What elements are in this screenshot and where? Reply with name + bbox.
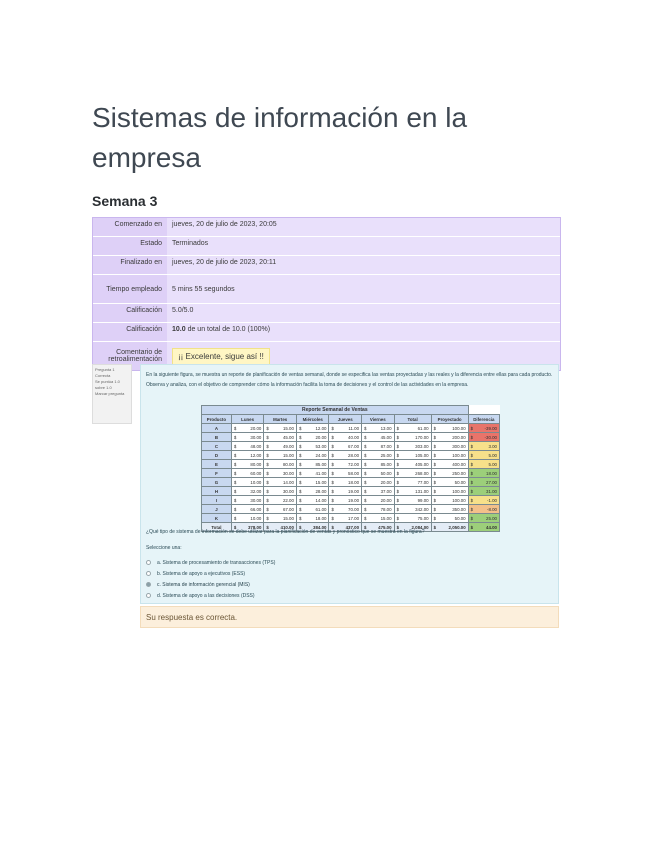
- currency-cell: $: [431, 460, 442, 469]
- product-cell: F: [202, 469, 232, 478]
- currency-cell: $: [394, 496, 405, 505]
- sales-row: [202, 424, 500, 433]
- currency-cell: $: [264, 505, 275, 514]
- value-cell: 475.00: [372, 523, 394, 532]
- value-cell: 78.00: [372, 505, 394, 514]
- answer-option-label: b. Sistema de apoyo a ejecutivos (ESS): [157, 570, 246, 577]
- product-cell: B: [202, 433, 232, 442]
- sales-row: [202, 514, 500, 523]
- currency-cell: $: [231, 424, 242, 433]
- value-cell: 19.00: [339, 496, 361, 505]
- difference-cell: 5.00: [479, 460, 500, 469]
- currency-cell: $: [264, 478, 275, 487]
- value-cell: 13.00: [372, 424, 394, 433]
- difference-cell: 25.00: [479, 514, 500, 523]
- value-cell: 45.00: [274, 433, 296, 442]
- currency-cell: $: [394, 469, 405, 478]
- question-prompt: ¿Qué tipo de sistema de información se debe utilizar para la planificación de ventas y pronóstico que se muestra en la figura?: [146, 529, 425, 535]
- summary-row-time: [93, 275, 560, 304]
- currency-cell: $: [231, 469, 242, 478]
- currency-cell: $: [296, 460, 307, 469]
- value-cell: 28.00: [339, 451, 361, 460]
- summary-label: Finalizado en: [93, 256, 167, 274]
- feedback-badge: ¡¡ Excelente, sigue así !!: [172, 348, 270, 365]
- value-cell: 61.00: [405, 424, 432, 433]
- value-cell: 85.00: [372, 460, 394, 469]
- value-cell: 100.00: [442, 487, 469, 496]
- value-cell: 268.00: [405, 469, 432, 478]
- answer-feedback: Su respuesta es correcta.: [140, 606, 559, 628]
- currency-cell: $: [231, 451, 242, 460]
- value-cell: 50.00: [442, 478, 469, 487]
- currency-cell: $: [394, 505, 405, 514]
- value-cell: 170.00: [405, 433, 432, 442]
- product-cell: G: [202, 478, 232, 487]
- currency-cell: $: [431, 496, 442, 505]
- value-cell: 15.00: [307, 478, 329, 487]
- value-cell: 99.00: [405, 496, 432, 505]
- currency-cell: $: [296, 523, 307, 532]
- currency-cell: $: [468, 433, 479, 442]
- difference-cell: 44.00: [479, 523, 500, 532]
- answer-option[interactable]: [146, 590, 275, 601]
- value-cell: 67.00: [339, 442, 361, 451]
- currency-cell: $: [362, 514, 373, 523]
- sales-row: [202, 478, 500, 487]
- value-cell: 100.00: [442, 451, 469, 460]
- currency-cell: $: [468, 505, 479, 514]
- currency-cell: $: [431, 424, 442, 433]
- difference-cell: 5.00: [479, 451, 500, 460]
- value-cell: 30.00: [274, 487, 296, 496]
- currency-cell: $: [296, 469, 307, 478]
- difference-cell: -39.00: [479, 424, 500, 433]
- sales-row: [202, 451, 500, 460]
- currency-cell: $: [394, 433, 405, 442]
- answer-option-label: a. Sistema de procesamiento de transacciones (TPS): [157, 559, 276, 566]
- value-cell: 37.00: [372, 487, 394, 496]
- value-cell: 14.00: [307, 496, 329, 505]
- value-cell: 60.00: [242, 469, 264, 478]
- currency-cell: $: [296, 451, 307, 460]
- value-cell: 80.00: [274, 460, 296, 469]
- currency-cell: $: [394, 514, 405, 523]
- currency-cell: $: [431, 442, 442, 451]
- currency-cell: $: [329, 442, 340, 451]
- sales-header-cell: Martes: [264, 415, 297, 424]
- currency-cell: $: [431, 478, 442, 487]
- quiz-summary-table: [92, 217, 561, 371]
- value-cell: 18.00: [339, 478, 361, 487]
- value-cell: 100.00: [442, 496, 469, 505]
- value-cell: 14.00: [274, 478, 296, 487]
- value-cell: 49.00: [274, 442, 296, 451]
- value-cell: 12.00: [242, 451, 264, 460]
- value-cell: 350.00: [442, 505, 469, 514]
- flag-question-link[interactable]: Marcar pregunta: [95, 391, 125, 396]
- summary-label: Comenzado en: [93, 218, 167, 236]
- value-cell: 300.00: [442, 442, 469, 451]
- currency-cell: $: [296, 487, 307, 496]
- currency-cell: $: [468, 424, 479, 433]
- currency-cell: $: [231, 514, 242, 523]
- sales-header-cell: Diferencia: [468, 415, 499, 424]
- value-cell: 20.00: [307, 433, 329, 442]
- currency-cell: $: [362, 505, 373, 514]
- currency-cell: $: [264, 523, 275, 532]
- value-cell: 80.00: [242, 460, 264, 469]
- summary-label: Comentario de retroalimentación: [93, 342, 167, 370]
- product-cell: C: [202, 442, 232, 451]
- currency-cell: $: [394, 442, 405, 451]
- summary-label: Estado: [93, 237, 167, 255]
- currency-cell: $: [468, 469, 479, 478]
- product-cell: E: [202, 460, 232, 469]
- value-cell: 11.00: [339, 424, 361, 433]
- currency-cell: $: [468, 451, 479, 460]
- grade-value: 10.0: [172, 326, 186, 333]
- product-cell: H: [202, 487, 232, 496]
- radio-button[interactable]: [146, 560, 151, 565]
- sales-header-cell: Miércoles: [296, 415, 329, 424]
- product-cell: A: [202, 424, 232, 433]
- currency-cell: $: [431, 505, 442, 514]
- summary-value: jueves, 20 de julio de 2023, 20:05: [167, 218, 560, 236]
- value-cell: 105.00: [405, 451, 432, 460]
- currency-cell: $: [329, 424, 340, 433]
- currency-cell: $: [362, 478, 373, 487]
- currency-cell: $: [431, 433, 442, 442]
- currency-cell: $: [362, 460, 373, 469]
- value-cell: 2,050.00: [442, 523, 469, 532]
- value-cell: 2,084.00: [405, 523, 432, 532]
- currency-cell: $: [362, 424, 373, 433]
- value-cell: 40.00: [339, 433, 361, 442]
- radio-button[interactable]: [146, 571, 151, 576]
- product-cell: I: [202, 496, 232, 505]
- product-cell: D: [202, 451, 232, 460]
- sales-row: [202, 496, 500, 505]
- summary-row-grade: [93, 323, 560, 342]
- currency-cell: $: [468, 514, 479, 523]
- sales-row: [202, 505, 500, 514]
- answer-options: [146, 557, 275, 601]
- currency-cell: $: [329, 487, 340, 496]
- value-cell: 17.00: [339, 514, 361, 523]
- currency-cell: $: [362, 523, 373, 532]
- question-grade: Se puntúa 1.0 sobre 1.0: [95, 379, 120, 390]
- sales-table-title: Reporte Semanal de Ventas: [202, 406, 469, 415]
- summary-value: [167, 323, 560, 341]
- difference-cell: -30.00: [479, 433, 500, 442]
- currency-cell: $: [264, 469, 275, 478]
- value-cell: 15.00: [274, 451, 296, 460]
- grade-total: de un total de 10.0 (100%): [187, 326, 271, 333]
- currency-cell: $: [431, 451, 442, 460]
- summary-label: Tiempo empleado: [93, 275, 167, 303]
- currency-cell: $: [329, 496, 340, 505]
- currency-cell: $: [394, 460, 405, 469]
- difference-cell: 31.00: [479, 487, 500, 496]
- currency-cell: $: [329, 478, 340, 487]
- currency-cell: $: [296, 442, 307, 451]
- sales-header-cell: Viernes: [362, 415, 395, 424]
- value-cell: 75.00: [405, 514, 432, 523]
- value-cell: 50.00: [372, 469, 394, 478]
- currency-cell: $: [362, 496, 373, 505]
- currency-cell: $: [231, 523, 242, 532]
- currency-cell: $: [468, 496, 479, 505]
- value-cell: 405.00: [405, 460, 432, 469]
- currency-cell: $: [394, 487, 405, 496]
- currency-cell: $: [431, 487, 442, 496]
- value-cell: 58.00: [339, 469, 361, 478]
- value-cell: 410.00: [274, 523, 296, 532]
- value-cell: 18.00: [307, 514, 329, 523]
- currency-cell: $: [329, 451, 340, 460]
- value-cell: 15.00: [274, 424, 296, 433]
- value-cell: 77.00: [405, 478, 432, 487]
- value-cell: 85.00: [307, 460, 329, 469]
- answer-option[interactable]: [146, 557, 275, 568]
- currency-cell: $: [296, 514, 307, 523]
- question-info-panel: [92, 364, 132, 424]
- currency-cell: $: [264, 451, 275, 460]
- value-cell: 41.00: [307, 469, 329, 478]
- currency-cell: $: [362, 451, 373, 460]
- sales-row: [202, 460, 500, 469]
- currency-cell: $: [468, 442, 479, 451]
- currency-cell: $: [231, 487, 242, 496]
- sales-header-cell: Producto: [202, 415, 232, 424]
- sales-header-cell: Jueves: [329, 415, 362, 424]
- value-cell: 400.00: [442, 460, 469, 469]
- value-cell: 10.00: [242, 514, 264, 523]
- summary-row-state: [93, 237, 560, 256]
- value-cell: 200.00: [442, 433, 469, 442]
- value-cell: 437.00: [339, 523, 361, 532]
- value-cell: 20.00: [372, 478, 394, 487]
- value-cell: 342.00: [405, 505, 432, 514]
- question-state: Correcta: [95, 373, 111, 378]
- radio-button[interactable]: [146, 593, 151, 598]
- currency-cell: $: [231, 433, 242, 442]
- value-cell: 22.00: [274, 496, 296, 505]
- answer-option-label: c. Sistema de información gerencial (MIS): [157, 581, 250, 588]
- currency-cell: $: [431, 523, 442, 532]
- difference-cell: 3.00: [479, 442, 500, 451]
- value-cell: 53.00: [307, 442, 329, 451]
- sales-header-cell: Total: [394, 415, 431, 424]
- currency-cell: $: [362, 469, 373, 478]
- summary-value: 5 mins 55 segundos: [167, 275, 560, 303]
- value-cell: 24.00: [307, 451, 329, 460]
- value-cell: 378.00: [242, 523, 264, 532]
- value-cell: 131.00: [405, 487, 432, 496]
- currency-cell: $: [264, 496, 275, 505]
- product-cell: Total: [202, 523, 232, 532]
- difference-cell: 18.00: [479, 469, 500, 478]
- value-cell: 10.00: [242, 478, 264, 487]
- currency-cell: $: [296, 505, 307, 514]
- value-cell: 67.00: [274, 505, 296, 514]
- currency-cell: $: [264, 442, 275, 451]
- value-cell: 45.00: [372, 433, 394, 442]
- currency-cell: $: [394, 451, 405, 460]
- currency-cell: $: [231, 505, 242, 514]
- currency-cell: $: [431, 469, 442, 478]
- currency-cell: $: [329, 505, 340, 514]
- select-one-label: Seleccione una:: [146, 545, 182, 551]
- currency-cell: $: [231, 460, 242, 469]
- value-cell: 100.00: [442, 424, 469, 433]
- currency-cell: $: [329, 469, 340, 478]
- currency-cell: $: [362, 487, 373, 496]
- value-cell: 303.00: [405, 442, 432, 451]
- currency-cell: $: [231, 496, 242, 505]
- page-title: Sistemas de información en la empresa: [92, 102, 468, 173]
- currency-cell: $: [362, 442, 373, 451]
- currency-cell: $: [362, 433, 373, 442]
- currency-cell: $: [264, 460, 275, 469]
- week-title: Semana 3: [92, 193, 158, 209]
- product-cell: J: [202, 505, 232, 514]
- answer-option-label: d. Sistema de apoyo a las decisiones (DSS): [157, 592, 255, 599]
- product-cell: K: [202, 514, 232, 523]
- currency-cell: $: [329, 460, 340, 469]
- currency-cell: $: [264, 514, 275, 523]
- sales-report-table: [201, 405, 500, 532]
- summary-row-finished: [93, 256, 560, 275]
- radio-button[interactable]: [146, 582, 151, 587]
- value-cell: 12.00: [307, 424, 329, 433]
- question-box: [140, 364, 559, 604]
- currency-cell: $: [264, 424, 275, 433]
- summary-label: Calificación: [93, 323, 167, 341]
- value-cell: 50.00: [442, 514, 469, 523]
- value-cell: 30.00: [274, 469, 296, 478]
- value-cell: 30.00: [242, 433, 264, 442]
- currency-cell: $: [394, 424, 405, 433]
- summary-value: 5.0/5.0: [167, 304, 560, 322]
- sales-header-cell: Lunes: [231, 415, 264, 424]
- value-cell: 20.00: [242, 424, 264, 433]
- currency-cell: $: [231, 442, 242, 451]
- currency-cell: $: [394, 523, 405, 532]
- value-cell: 28.00: [307, 487, 329, 496]
- currency-cell: $: [394, 478, 405, 487]
- difference-cell: 27.00: [479, 478, 500, 487]
- value-cell: 72.00: [339, 460, 361, 469]
- currency-cell: $: [264, 433, 275, 442]
- currency-cell: $: [468, 478, 479, 487]
- value-cell: 15.00: [372, 514, 394, 523]
- value-cell: 250.00: [442, 469, 469, 478]
- currency-cell: $: [468, 523, 479, 532]
- value-cell: 70.00: [339, 505, 361, 514]
- sales-row: [202, 433, 500, 442]
- sales-row: [202, 487, 500, 496]
- summary-value: Terminados: [167, 237, 560, 255]
- summary-label: Calificación: [93, 304, 167, 322]
- value-cell: 87.00: [372, 442, 394, 451]
- value-cell: 48.00: [242, 442, 264, 451]
- value-cell: 32.00: [242, 487, 264, 496]
- sales-header-cell: Proyectado: [431, 415, 468, 424]
- currency-cell: $: [296, 478, 307, 487]
- value-cell: 20.00: [372, 496, 394, 505]
- currency-cell: $: [231, 478, 242, 487]
- sales-row: [202, 442, 500, 451]
- value-cell: 30.00: [242, 496, 264, 505]
- value-cell: 66.00: [242, 505, 264, 514]
- difference-cell: -8.00: [479, 505, 500, 514]
- sales-table-header: [202, 415, 500, 424]
- currency-cell: $: [296, 433, 307, 442]
- currency-cell: $: [431, 514, 442, 523]
- difference-cell: -1.00: [479, 496, 500, 505]
- value-cell: 25.00: [372, 451, 394, 460]
- question-number: Pregunta 1: [95, 367, 115, 372]
- answer-option[interactable]: [146, 579, 275, 590]
- currency-cell: $: [468, 487, 479, 496]
- value-cell: 384.00: [307, 523, 329, 532]
- currency-cell: $: [329, 433, 340, 442]
- question-text: En la siguiente figura, se muestra un reporte de planificación de ventas semanal, donde se especifica las ventas proyectadas y las reales y la diferencia entre ellas para cada producto. Observa y analiza, con el objetivo de comprender cómo la información facilita la toma de decisiones y el control de las actividades en la empresa.: [146, 372, 553, 388]
- value-cell: 61.00: [307, 505, 329, 514]
- summary-value: jueves, 20 de julio de 2023, 20:11: [167, 256, 560, 274]
- currency-cell: $: [329, 523, 340, 532]
- answer-option[interactable]: [146, 568, 275, 579]
- value-cell: 15.00: [274, 514, 296, 523]
- currency-cell: $: [296, 424, 307, 433]
- currency-cell: $: [468, 460, 479, 469]
- value-cell: 19.00: [339, 487, 361, 496]
- currency-cell: $: [264, 487, 275, 496]
- sales-row: [202, 469, 500, 478]
- summary-row-marks: [93, 304, 560, 323]
- currency-cell: $: [329, 514, 340, 523]
- currency-cell: $: [296, 496, 307, 505]
- summary-row-started: [93, 218, 560, 237]
